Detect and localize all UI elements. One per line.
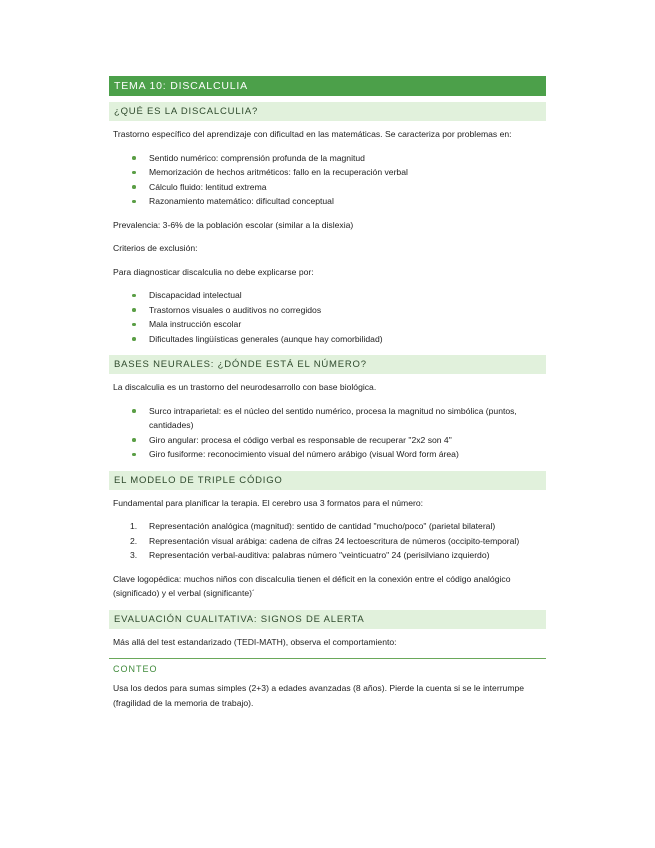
paragraph-evaluacion-intro: Más allá del test estandarizado (TEDI-MATH), observa el comportamiento: [113,636,397,647]
paragraph-bases-intro: La discalculia es un trastorno del neurodesarrollo con base biológica. [113,382,377,392]
list-bases [109,404,546,462]
list-item [109,548,546,563]
list-item-text: Representación analógica (magnitud): sentido de cantidad "mucho/poco" (parietal bilateral) [149,521,496,531]
paragraph-conteo: Usa los dedos para sumas simples (2+3) a edades avanzadas (8 años). Pierde la cuenta si se le interrumpe (fragilidad de la memoria de trabajo). [113,683,525,708]
paragraph-para: Para diagnosticar discalculia no debe explicarse por: [113,266,314,277]
paragraph-clave: Clave logopédica: muchos niños con discalculia tienen el déficit en la conexión entre el código analógico (significado) y el verbal (significante)´ [113,573,511,598]
document-content [109,76,546,719]
list-problemas [109,151,546,209]
list-item: Memorización de hechos aritméticos: fallo en la recuperación verbal [109,165,546,180]
list-item [109,534,546,549]
list-item: Surco intraparietal: es el núcleo del sentido numérico, procesa la magnitud no simbólica (puntos, cantidades) [109,404,546,433]
list-number: 3. [130,550,138,560]
list-item: Sentido numérico: comprensión profunda de la magnitud [109,151,546,166]
list-number: 1. [130,521,138,531]
list-item [109,519,546,534]
list-item: Trastornos visuales o auditivos no corregidos [109,303,546,318]
section-heading-bases-neurales: BASES NEURALES: ¿DÓNDE ESTÁ EL NÚMERO? [109,355,546,374]
paragraph-prevalencia: Prevalencia: 3-6% de la población escolar (similar a la dislexia) [113,219,354,230]
section-heading-evaluacion: EVALUACIÓN CUALITATIVA: SIGNOS DE ALERTA [109,610,546,629]
list-item: Razonamiento matemático: dificultad conceptual [109,194,546,209]
list-item: Dificultades lingüísticas generales (aunque hay comorbilidad) [109,332,546,347]
list-item: Giro fusiforme: reconocimiento visual del número arábigo (visual Word form área) [109,447,546,462]
paragraph-criterios: Criterios de exclusión: [113,243,198,253]
paragraph-intro: Trastorno específico del aprendizaje con dificultad en las matemáticas. Se caracteriza por problemas en: [113,129,512,139]
page-title: TEMA 10: DISCALCULIA [109,76,546,96]
list-item: Discapacidad intelectual [109,288,546,303]
list-item-text: Representación verbal-auditiva: palabras número "veinticuatro" 24 (perisilviano izquierdo) [149,550,490,560]
sub-heading-conteo: CONTEO [113,664,158,674]
list-number: 2. [130,535,138,546]
section-heading-que-es: ¿QUÉ ES LA DISCALCULIA? [109,102,546,121]
divider [109,658,546,659]
list-item: Mala instrucción escolar [109,317,546,332]
section-heading-triple-codigo: EL MODELO DE TRIPLE CÓDIGO [109,471,546,490]
list-exclusion [109,288,546,346]
paragraph-triple-intro: Fundamental para planificar la terapia. El cerebro usa 3 formatos para el número: [113,497,424,508]
list-item-text: Representación visual arábiga: cadena de cifras 24 lectoescritura de números (occipito-temporal) [149,535,520,546]
list-item: Cálculo fluido: lentitud extrema [109,180,546,195]
list-item: Giro angular: procesa el código verbal es responsable de recuperar "2x2 son 4" [109,433,546,448]
list-triple-codigo [109,519,546,563]
